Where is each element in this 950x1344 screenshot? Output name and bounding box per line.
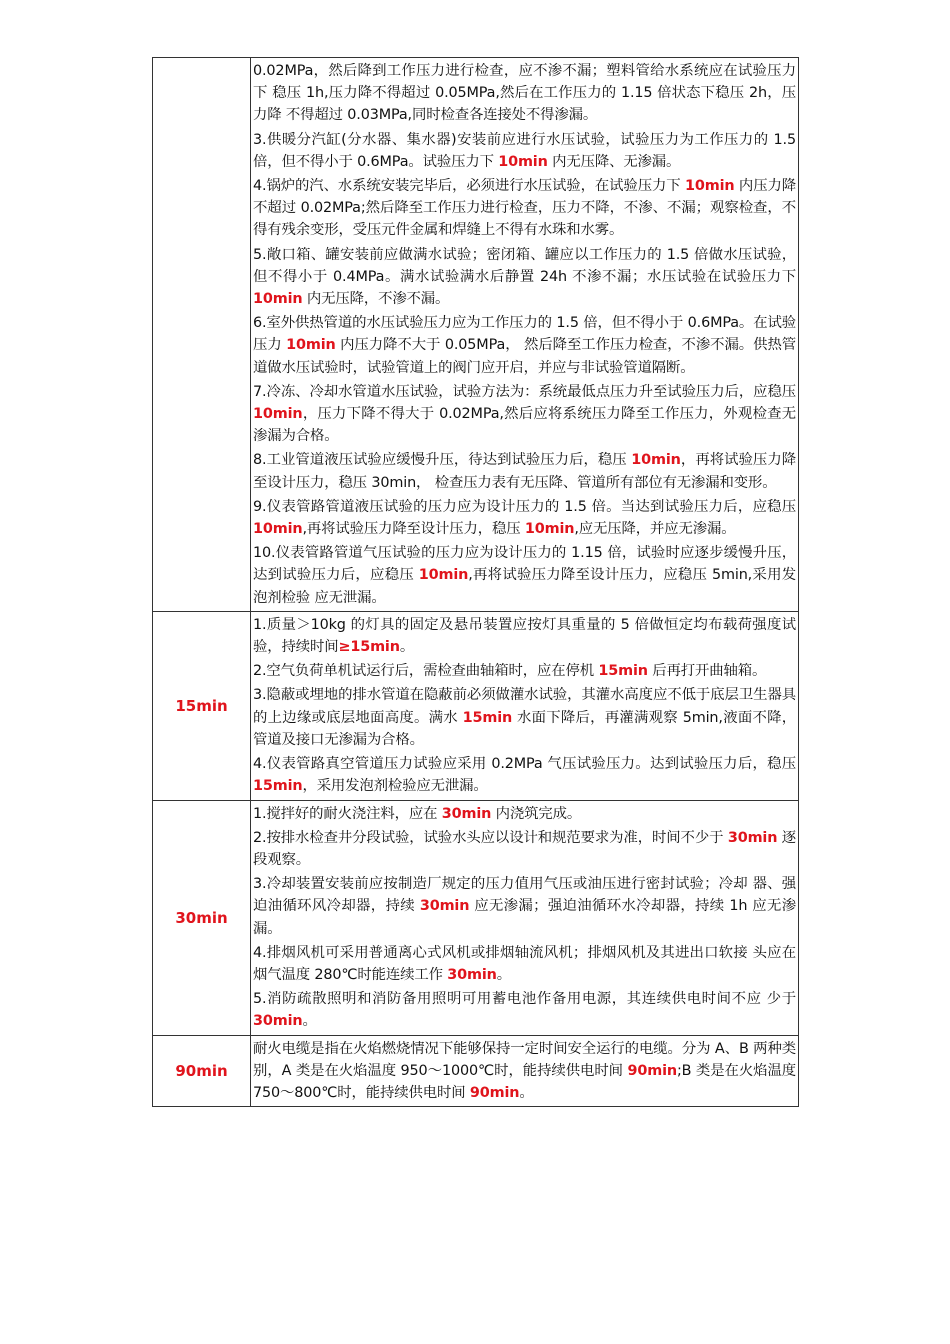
requirement-item [253,684,796,751]
requirement-text: ，压力下降不得大于 0.02MPa,然后应将系统压力降至工作压力，外观检查无渗漏为合格。 [253,406,796,445]
table-row [153,1035,799,1107]
requirement-text: 。 [302,1013,317,1030]
table-row [153,611,799,800]
requirements-cell [251,800,799,1035]
requirements-table [152,57,799,1107]
requirement-item [253,942,796,986]
requirement-item [253,496,796,540]
requirements-cell [251,58,799,612]
duration-highlight: 10min [524,521,575,538]
requirement-text: 5.敞口箱、罐安装前应做满水试验；密闭箱、罐应以工作压力的 1.5 倍做水压试验，但不得小于 0.4MPa。满水试验满水后静置 24h 不渗不漏；水压试验在试验压力下 [253,246,796,285]
requirement-text: 内无压降、无渗漏。 [547,153,681,170]
duration-highlight: 90min [469,1084,520,1101]
table-body [153,58,799,1107]
requirement-text: 水面下降后，再灌满观察 5min,液面不降，管道及接口无渗漏为合格。 [253,709,796,748]
requirement-text: 逐段观察。 [253,829,796,868]
requirement-item [253,827,796,871]
requirement-item [253,60,796,127]
requirement-text: 内压力降不大于 0.05MPa， 然后降至工作压力检查，不渗不漏。供热管道做水压试验时，试验管道上的阀门应开启，并应与非试验管道隔断。 [253,337,797,376]
requirement-item [253,614,796,658]
requirement-text: 4.锅炉的汽、水系统安装完毕后，必须进行水压试验，在试验压力下 [253,178,685,195]
requirement-item [253,660,796,682]
duration-highlight: 15min [462,709,513,726]
requirement-text: ;B 类是在火焰温度 750～800℃时，能持续供电时间 [253,1062,797,1101]
requirement-text: 。 [519,1084,534,1101]
requirement-text: 7.冷冻、冷却水管道水压试验，试验方法为：系统最低点压力升至试验压力后，应稳压 [253,383,796,400]
requirement-text: 2.空气负荷单机试运行后，需检查曲轴箱时，应在停机 [253,663,599,680]
requirements-cell [251,611,799,800]
requirement-text: 3.供暖分汽缸(分水器、集水器)安装前应进行水压试验，试验压力为工作压力的 1.5 倍，但不得小于 0.6MPa。试验压力下 [253,131,796,170]
requirement-item [253,873,796,940]
requirement-text: 6.室外供热管道的水压试验压力应为工作压力的 1.5 倍，但不得小于 0.6MPa。在试验压力 [253,315,796,354]
requirement-text: 耐火电缆是指在火焰燃烧情况下能够保持一定时间安全运行的电缆。分为 A、B 两种类别，A 类是在火焰温度 950～1000℃时，能持续供电时间 [253,1040,796,1079]
requirement-text: ,再将试验压力降至设计压力，稳压 [302,521,525,538]
duration-highlight: 10min [286,337,336,354]
table-row [153,800,799,1035]
requirement-item [253,129,796,173]
duration-highlight: 30min [441,805,492,822]
duration-highlight: ≥15min [338,639,400,656]
table-row [153,58,799,612]
duration-highlight: 10min [498,153,548,170]
requirement-text: 3.隐蔽或埋地的排水管道在隐蔽前必须做灌水试验，其灌水高度应不低于底层卫生器具的上边缘或底层地面高度。满水 [253,687,796,726]
requirement-text: 9.仪表管路管道液压试验的压力应为设计压力的 1.5 倍。当达到试验压力后，应稳压 [253,498,796,515]
duration-highlight: 90min [627,1062,677,1079]
requirement-text: 1.质量＞10kg 的灯具的固定及悬吊装置应按灯具重量的 5 倍做恒定均布载荷强度试验，持续时间 [253,616,796,656]
duration-label-cell [153,58,251,612]
requirement-item [253,1038,796,1105]
duration-highlight: 15min [253,778,303,795]
requirement-text: 0.02MPa，然后降到工作压力进行检查，应不渗不漏；塑料管给水系统应在试验压力下 稳压 1h,压力降不得超过 0.05MPa,然后在工作压力的 1.15 倍状态下稳压 2h，压力降 不得超过 0.03MPa,同时检查各连接处不得渗漏。 [253,63,796,124]
duration-label-cell: 90min [153,1035,251,1107]
requirement-text: 1.搅拌好的耐火浇注料，应在 [253,805,442,822]
duration-highlight: 10min [631,452,681,469]
requirement-item [253,542,796,609]
duration-highlight: 10min [418,567,469,584]
requirement-text: ,再将试验压力降至设计压力，应稳压 5min,采用发泡剂检验 应无泄漏。 [253,567,796,606]
duration-highlight: 30min [727,829,778,846]
duration-highlight: 10min [685,178,735,195]
requirement-item [253,988,796,1032]
duration-highlight: 30min [253,1013,303,1030]
requirement-text: 4.排烟风机可采用普通离心式风机或排烟轴流风机；排烟风机及其进出口软接 头应在烟气温度 280℃时能连续工作 [253,944,796,983]
requirement-text: 。 [399,639,415,656]
requirements-cell [251,1035,799,1107]
requirement-item [253,381,796,448]
requirement-text: 应无渗漏；强迫油循环水冷却器，持续 1h 应无渗漏。 [253,898,796,937]
duration-highlight: 15min [598,663,648,680]
requirement-text: ,应无压降，并应无渗漏。 [574,521,736,538]
requirement-item [253,803,796,825]
requirement-item [253,449,796,493]
requirement-text: 3.冷却装置安装前应按制造厂规定的压力值用气压或油压进行密封试验；冷却 器、强迫油循环风冷却器，持续 [253,876,796,915]
requirement-item [253,312,796,379]
requirement-text: 10.仪表管路管道气压试验的压力应为设计压力的 1.15 倍，试验时应逐步缓慢升压，达到试验压力后，应稳压 [253,545,796,584]
requirement-text: 2.按排水检查井分段试验，试验水头应以设计和规范要求为准，时间不少于 [253,829,728,846]
requirement-text: ，再将试验压力降至设计压力，稳压 30min， 检查压力表有无压降、管道所有部位有无渗漏和变形。 [253,452,796,491]
requirement-item [253,753,796,797]
requirement-text: 。 [496,966,511,983]
requirement-text: 4.仪表管路真空管道压力试验应采用 0.2MPa 气压试验压力。达到试验压力后，稳压 [253,756,796,773]
requirement-text: 后再打开曲轴箱。 [647,663,767,680]
duration-highlight: 30min [419,898,470,915]
requirement-text: ，采用发泡剂检验应无泄漏。 [302,778,488,795]
duration-label-cell: 15min [153,611,251,800]
duration-label-cell: 30min [153,800,251,1035]
requirement-text: 内压力降不超过 0.02MPa;然后降至工作压力进行检查，压力不降，不渗、不漏；观察检查，不得有残余变形，受压元件金属和焊缝上不得有水珠和水雾。 [253,178,796,239]
duration-highlight: 10min [253,521,303,538]
duration-highlight: 30min [447,966,497,983]
duration-highlight: 10min [253,291,303,308]
duration-highlight: 10min [253,406,303,423]
requirement-text: 内无压降，不渗不漏。 [302,291,450,308]
requirement-text: 8.工业管道液压试验应缓慢升压，待达到试验压力后，稳压 [253,452,632,469]
requirement-item [253,244,796,311]
requirement-item [253,175,796,242]
requirement-text: 内浇筑完成。 [491,805,582,822]
requirement-text: 5.消防疏散照明和消防备用照明可用蓄电池作备用电源，其连续供电时间不应 少于 [253,991,796,1008]
